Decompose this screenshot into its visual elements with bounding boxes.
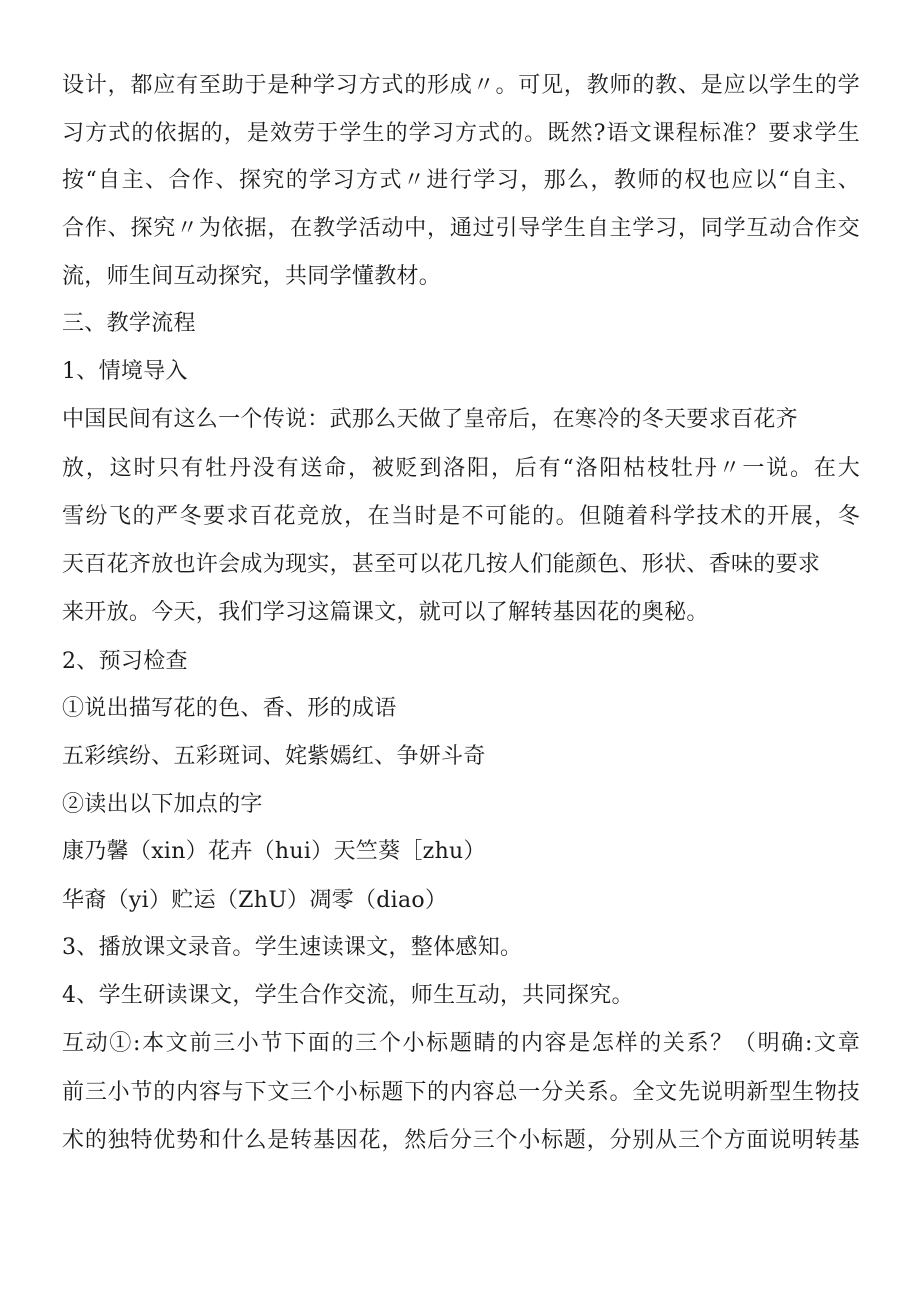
text-line: 互动①:本文前三小节下面的三个小标题睛的内容是怎样的关系？（明确:文章 bbox=[62, 1031, 860, 1056]
text-line: 放，这时只有牡丹没有送命，被贬到洛阳，后有“洛阳枯枝牡丹〃一说。在大 bbox=[62, 456, 860, 481]
text-line: 流，师生间互动探究，共同学懂教材。 bbox=[62, 264, 442, 289]
subsection-heading: 2、预习检查 bbox=[62, 649, 188, 674]
text-line: 中国民间有这么一个传说：武那么天做了皇帝后，在寒冷的冬天要求百花齐 bbox=[62, 407, 798, 432]
text-line: 前三小节的内容与下文三个小标题下的内容总一分关系。全文先说明新型生物技 bbox=[62, 1080, 860, 1105]
text-line: 华裔（yi）贮运（ZhU）凋零（diao） bbox=[62, 888, 448, 913]
text-line: 五彩缤纷、五彩斑词、姹紫嫣红、争妍斗奇 bbox=[62, 744, 486, 769]
subsection-heading: 1、情境导入 bbox=[62, 359, 188, 384]
text-line: 康乃馨（xin）花卉（hui）天竺葵［zhu） bbox=[62, 839, 486, 864]
text-line: 3、播放课文录音。学生速读课文，整体感知。 bbox=[62, 935, 523, 960]
text-line: ②读出以下加点的字 bbox=[62, 792, 263, 817]
text-line: 按“自主、合作、探究的学习方式〃进行学习，那么，教师的权也应以“自主、 bbox=[62, 168, 860, 193]
text-line: 来开放。今天，我们学习这篇课文，就可以了解转基因花的奥秘。 bbox=[62, 600, 709, 625]
text-line: 习方式的依据的，是效劳于学生的学习方式的。既然?语文课程标准？要求学生 bbox=[62, 121, 860, 146]
text-line: 雪纷飞的严冬要求百花竞放，在当时是不可能的。但随着科学技术的开展，冬 bbox=[62, 504, 860, 529]
text-line: 天百花齐放也许会成为现实，甚至可以花几按人们能颜色、形状、香味的要求 bbox=[62, 552, 821, 577]
text-line: 术的独特优势和什么是转基因花，然后分三个小标题，分别从三个方面说明转基 bbox=[62, 1128, 860, 1153]
text-line: 合作、探究〃为依据，在教学活动中，通过引导学生自主学习，同学互动合作交 bbox=[62, 216, 860, 241]
text-line: 设计，都应有至助于是种学习方式的形成〃。可见，教师的教、是应以学生的学 bbox=[62, 73, 860, 98]
section-heading: 三、教学流程 bbox=[62, 311, 196, 336]
text-line: 4、学生研读课文，学生合作交流，师生互动，共同探究。 bbox=[62, 983, 634, 1008]
text-line: ①说出描写花的色、香、形的成语 bbox=[62, 696, 397, 721]
